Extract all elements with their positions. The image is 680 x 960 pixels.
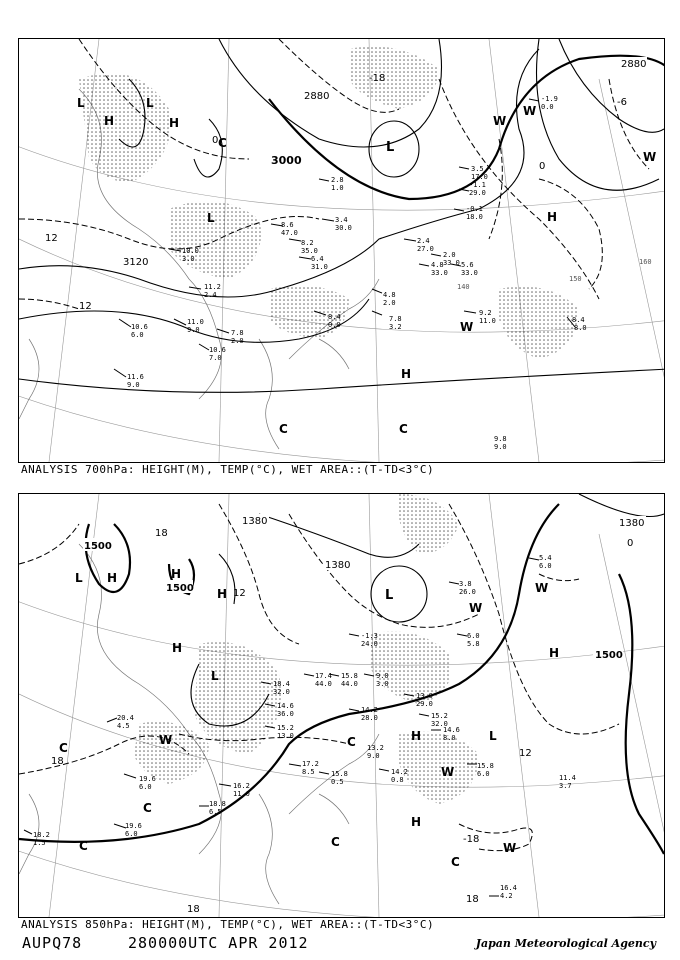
station-plot [289, 760, 319, 776]
svg-text:5.8: 5.8 [467, 640, 480, 648]
station-plot [372, 311, 402, 331]
temp-label: 12 [79, 301, 92, 312]
chart-code: AUPQ78 [22, 934, 83, 952]
station-plot [449, 580, 476, 596]
svg-text:2.8: 2.8 [331, 176, 344, 184]
svg-text:3.7: 3.7 [559, 782, 572, 790]
svg-text:3.0: 3.0 [182, 255, 195, 263]
station-plot [454, 205, 483, 221]
system-marker: H [107, 571, 118, 585]
station-plot [349, 632, 378, 648]
svg-text:33.0: 33.0 [461, 269, 478, 277]
temp-label: 18 [187, 904, 200, 915]
temp-label: 0 [627, 538, 634, 549]
svg-text:44.0: 44.0 [315, 680, 332, 688]
svg-text:6.0: 6.0 [539, 562, 552, 570]
svg-text:9.0: 9.0 [494, 443, 507, 451]
station-plot [364, 672, 389, 688]
system-marker: W [643, 150, 657, 164]
system-marker: C [59, 741, 68, 755]
svg-text:-0.1: -0.1 [466, 205, 483, 213]
chart-700hpa [18, 38, 665, 463]
system-marker: W [535, 581, 549, 595]
system-marker: W [441, 765, 455, 779]
svg-text:11.0: 11.0 [187, 318, 204, 326]
svg-text:17.0: 17.0 [471, 173, 488, 181]
map-700hpa [19, 39, 664, 462]
coastline [19, 544, 379, 904]
station-plot [494, 435, 507, 451]
station-plot [219, 782, 250, 798]
station-plot [319, 770, 348, 786]
svg-text:47.0: 47.0 [281, 229, 298, 237]
temp-label: 12 [45, 233, 58, 244]
system-marker: H [169, 116, 180, 130]
svg-text:9.0: 9.0 [127, 381, 140, 389]
svg-text:8.4: 8.4 [572, 316, 585, 324]
map-850hpa [19, 494, 664, 917]
temp-label: -18 [463, 834, 480, 845]
station-plots [24, 554, 576, 900]
svg-text:8.5: 8.5 [302, 768, 315, 776]
svg-text:-1.3: -1.3 [361, 632, 378, 640]
svg-text:7.0: 7.0 [209, 354, 222, 362]
svg-text:0.5: 0.5 [331, 778, 344, 786]
svg-text:11.6: 11.6 [127, 373, 144, 381]
svg-text:15.8: 15.8 [341, 672, 358, 680]
svg-text:6.0: 6.0 [131, 331, 144, 339]
lon-labels [457, 258, 652, 291]
svg-text:5.4: 5.4 [539, 554, 552, 562]
station-plot [217, 329, 244, 345]
svg-text:29.0: 29.0 [469, 189, 486, 197]
graticule [19, 494, 664, 917]
station-plot [379, 768, 408, 784]
station-plot [457, 632, 480, 648]
svg-text:4.2: 4.2 [500, 892, 513, 900]
svg-text:15.8: 15.8 [331, 770, 348, 778]
svg-text:9.8: 9.8 [494, 435, 507, 443]
svg-text:18.8: 18.8 [209, 800, 226, 808]
svg-text:0.0: 0.0 [328, 321, 341, 329]
system-marker: W [503, 841, 517, 855]
temp-label: 18 [466, 894, 479, 905]
svg-text:6.0: 6.0 [477, 770, 490, 778]
height-label: 1380 [242, 516, 268, 527]
svg-text:17.4: 17.4 [315, 672, 332, 680]
svg-text:5.6: 5.6 [461, 261, 474, 269]
system-marker: H [104, 114, 115, 128]
svg-text:8.0: 8.0 [574, 324, 587, 332]
svg-text:13.0: 13.0 [277, 732, 294, 740]
station-plot [114, 369, 144, 389]
system-marker: L [207, 211, 215, 225]
station-plot [114, 822, 142, 838]
svg-text:33.0: 33.0 [431, 269, 448, 277]
svg-text:4.8: 4.8 [383, 291, 396, 299]
svg-text:15.8: 15.8 [477, 762, 494, 770]
svg-text:44.0: 44.0 [341, 680, 358, 688]
svg-text:11.4: 11.4 [559, 774, 576, 782]
svg-text:16.4: 16.4 [500, 884, 517, 892]
svg-text:-1.9: -1.9 [541, 95, 558, 103]
station-plot [404, 237, 434, 253]
system-marker: L [75, 571, 83, 585]
svg-text:35.0: 35.0 [301, 247, 318, 255]
svg-text:28.0: 28.0 [361, 714, 378, 722]
system-marker: W [493, 114, 507, 128]
caption-850hpa: ANALYSIS 850hPa: HEIGHT(M), TEMP(°C), WET AREA::(T-TD<3°C) [21, 918, 435, 931]
temp-label: 0 [212, 135, 219, 146]
svg-text:3.4: 3.4 [335, 216, 348, 224]
svg-text:31.0: 31.0 [311, 263, 328, 271]
station-plot [559, 774, 576, 790]
svg-text:8.0: 8.0 [443, 734, 456, 742]
height-label: 1380 [619, 518, 645, 529]
svg-text:18.2: 18.2 [33, 831, 50, 839]
station-plot [489, 884, 517, 900]
svg-text:18.0: 18.0 [466, 213, 483, 221]
svg-text:10.0: 10.0 [182, 247, 199, 255]
height-label: 3000 [271, 154, 302, 167]
station-plot [319, 176, 344, 192]
lon-label: 150 [569, 275, 582, 283]
svg-text:9.2: 9.2 [479, 309, 492, 317]
system-marker: H [172, 641, 183, 655]
station-plot [107, 714, 134, 730]
svg-text:10.6: 10.6 [209, 346, 226, 354]
station-plot [322, 216, 352, 232]
station-plot [169, 247, 199, 263]
chart-850hpa [18, 493, 665, 918]
svg-text:17.2: 17.2 [302, 760, 319, 768]
svg-text:6.5: 6.5 [209, 808, 222, 816]
svg-text:15.2: 15.2 [431, 712, 448, 720]
station-plot [459, 165, 488, 181]
wet-areas [134, 494, 479, 804]
temp-label: -18 [369, 73, 386, 84]
station-plot [199, 344, 226, 362]
station-plot [289, 239, 318, 255]
system-marker: H [217, 587, 228, 601]
station-plot [24, 830, 50, 847]
svg-text:13.2: 13.2 [367, 744, 384, 752]
system-marker: C [218, 136, 227, 150]
valid-timestamp: 280000UTC APR 2012 [128, 934, 309, 952]
station-plot [119, 319, 148, 339]
agency-name: Japan Meteorological Agency [475, 937, 656, 950]
height-label: 2880 [621, 59, 647, 70]
system-marker: C [399, 422, 408, 436]
svg-text:24.0: 24.0 [361, 640, 378, 648]
svg-text:0.8: 0.8 [391, 776, 404, 784]
system-marker: W [159, 733, 173, 747]
svg-text:3.8: 3.8 [459, 580, 472, 588]
system-marker: L [489, 729, 497, 743]
svg-text:2.0: 2.0 [231, 337, 244, 345]
station-plot [367, 744, 384, 760]
station-plot [189, 283, 221, 299]
system-marker: H [171, 567, 182, 581]
svg-text:6.0: 6.0 [125, 830, 138, 838]
svg-text:4.8: 4.8 [431, 261, 444, 269]
system-marker: L [211, 669, 219, 683]
svg-text:6.4: 6.4 [311, 255, 324, 263]
svg-text:29.0: 29.0 [416, 700, 433, 708]
system-marker: L [385, 588, 394, 603]
temp-label: 18 [51, 756, 64, 767]
svg-text:9.0: 9.0 [376, 672, 389, 680]
station-plot [271, 221, 298, 237]
system-marker: C [143, 801, 152, 815]
svg-text:8.4: 8.4 [328, 313, 341, 321]
station-plot [329, 672, 358, 688]
svg-text:18.4: 18.4 [273, 680, 290, 688]
system-marker: H [411, 729, 422, 743]
svg-text:11.0: 11.0 [479, 317, 496, 325]
svg-text:32.0: 32.0 [431, 720, 448, 728]
svg-text:1.0: 1.0 [331, 184, 344, 192]
svg-text:6.0: 6.0 [139, 783, 152, 791]
svg-text:3.2: 3.2 [389, 323, 402, 331]
svg-text:30.0: 30.0 [335, 224, 352, 232]
svg-text:14.2: 14.2 [391, 768, 408, 776]
height-label: 3120 [123, 257, 149, 268]
temp-label: 12 [519, 748, 532, 759]
svg-text:6.0: 6.0 [467, 632, 480, 640]
system-marker: L [386, 140, 395, 155]
system-marker: W [469, 601, 483, 615]
svg-text:33.0: 33.0 [443, 259, 460, 267]
system-marker: H [549, 646, 560, 660]
system-marker: L [146, 96, 154, 110]
svg-text:2.4: 2.4 [417, 237, 430, 245]
system-marker: L [77, 96, 85, 110]
svg-text:9.0: 9.0 [367, 752, 380, 760]
svg-text:11.2: 11.2 [204, 283, 221, 291]
svg-text:1.5: 1.5 [33, 839, 46, 847]
svg-text:3.5: 3.5 [471, 165, 484, 173]
svg-text:2.4: 2.4 [204, 291, 217, 299]
system-marker: C [79, 839, 88, 853]
svg-text:19.6: 19.6 [139, 775, 156, 783]
station-plot [124, 774, 156, 791]
system-marker: C [279, 422, 288, 436]
station-plot [174, 318, 204, 334]
height-label: 1500 [166, 583, 194, 594]
temp-label: 12 [233, 588, 246, 599]
system-marker: H [547, 210, 558, 224]
svg-text:-1.1: -1.1 [469, 181, 486, 189]
temp-label: 18 [155, 528, 168, 539]
svg-text:4.5: 4.5 [117, 722, 130, 730]
svg-text:0.0: 0.0 [541, 103, 554, 111]
svg-text:7.8: 7.8 [389, 315, 402, 323]
svg-text:2.0: 2.0 [383, 299, 396, 307]
height-label: 1500 [595, 650, 623, 661]
system-marker: W [523, 104, 537, 118]
svg-text:20.4: 20.4 [117, 714, 134, 722]
system-marker: H [411, 815, 422, 829]
system-marker: W [460, 320, 474, 334]
svg-text:16.2: 16.2 [233, 782, 250, 790]
svg-text:27.0: 27.0 [417, 245, 434, 253]
station-plot [529, 554, 552, 570]
lon-label: 140 [457, 283, 470, 291]
system-marker: C [331, 835, 340, 849]
system-marker: H [401, 367, 412, 381]
svg-text:3.0: 3.0 [376, 680, 389, 688]
svg-text:14.6: 14.6 [443, 726, 460, 734]
svg-text:36.0: 36.0 [277, 710, 294, 718]
svg-text:26.0: 26.0 [459, 588, 476, 596]
svg-text:19.6: 19.6 [125, 822, 142, 830]
svg-text:7.8: 7.8 [231, 329, 244, 337]
svg-text:2.0: 2.0 [443, 251, 456, 259]
temp-label: -6 [617, 97, 627, 108]
svg-text:15.2: 15.2 [277, 724, 294, 732]
svg-text:9.0: 9.0 [187, 326, 200, 334]
station-plot [299, 255, 328, 271]
system-marker: C [451, 855, 460, 869]
caption-700hpa: ANALYSIS 700hPa: HEIGHT(M), TEMP(°C), WET AREA::(T-TD<3°C) [21, 463, 435, 476]
svg-text:11.0: 11.0 [233, 790, 250, 798]
svg-text:32.0: 32.0 [273, 688, 290, 696]
height-label: 1380 [325, 560, 351, 571]
temp-label: 0 [539, 161, 546, 172]
station-plot [304, 672, 332, 688]
height-label: 1500 [84, 541, 112, 552]
svg-text:8.6: 8.6 [281, 221, 294, 229]
height-label: 2880 [304, 91, 330, 102]
svg-text:14.2: 14.2 [361, 706, 378, 714]
svg-text:13.0: 13.0 [416, 692, 433, 700]
lon-label: 160 [639, 258, 652, 266]
svg-text:8.2: 8.2 [301, 239, 314, 247]
svg-text:14.6: 14.6 [277, 702, 294, 710]
system-marker: C [347, 735, 356, 749]
svg-text:10.6: 10.6 [131, 323, 148, 331]
